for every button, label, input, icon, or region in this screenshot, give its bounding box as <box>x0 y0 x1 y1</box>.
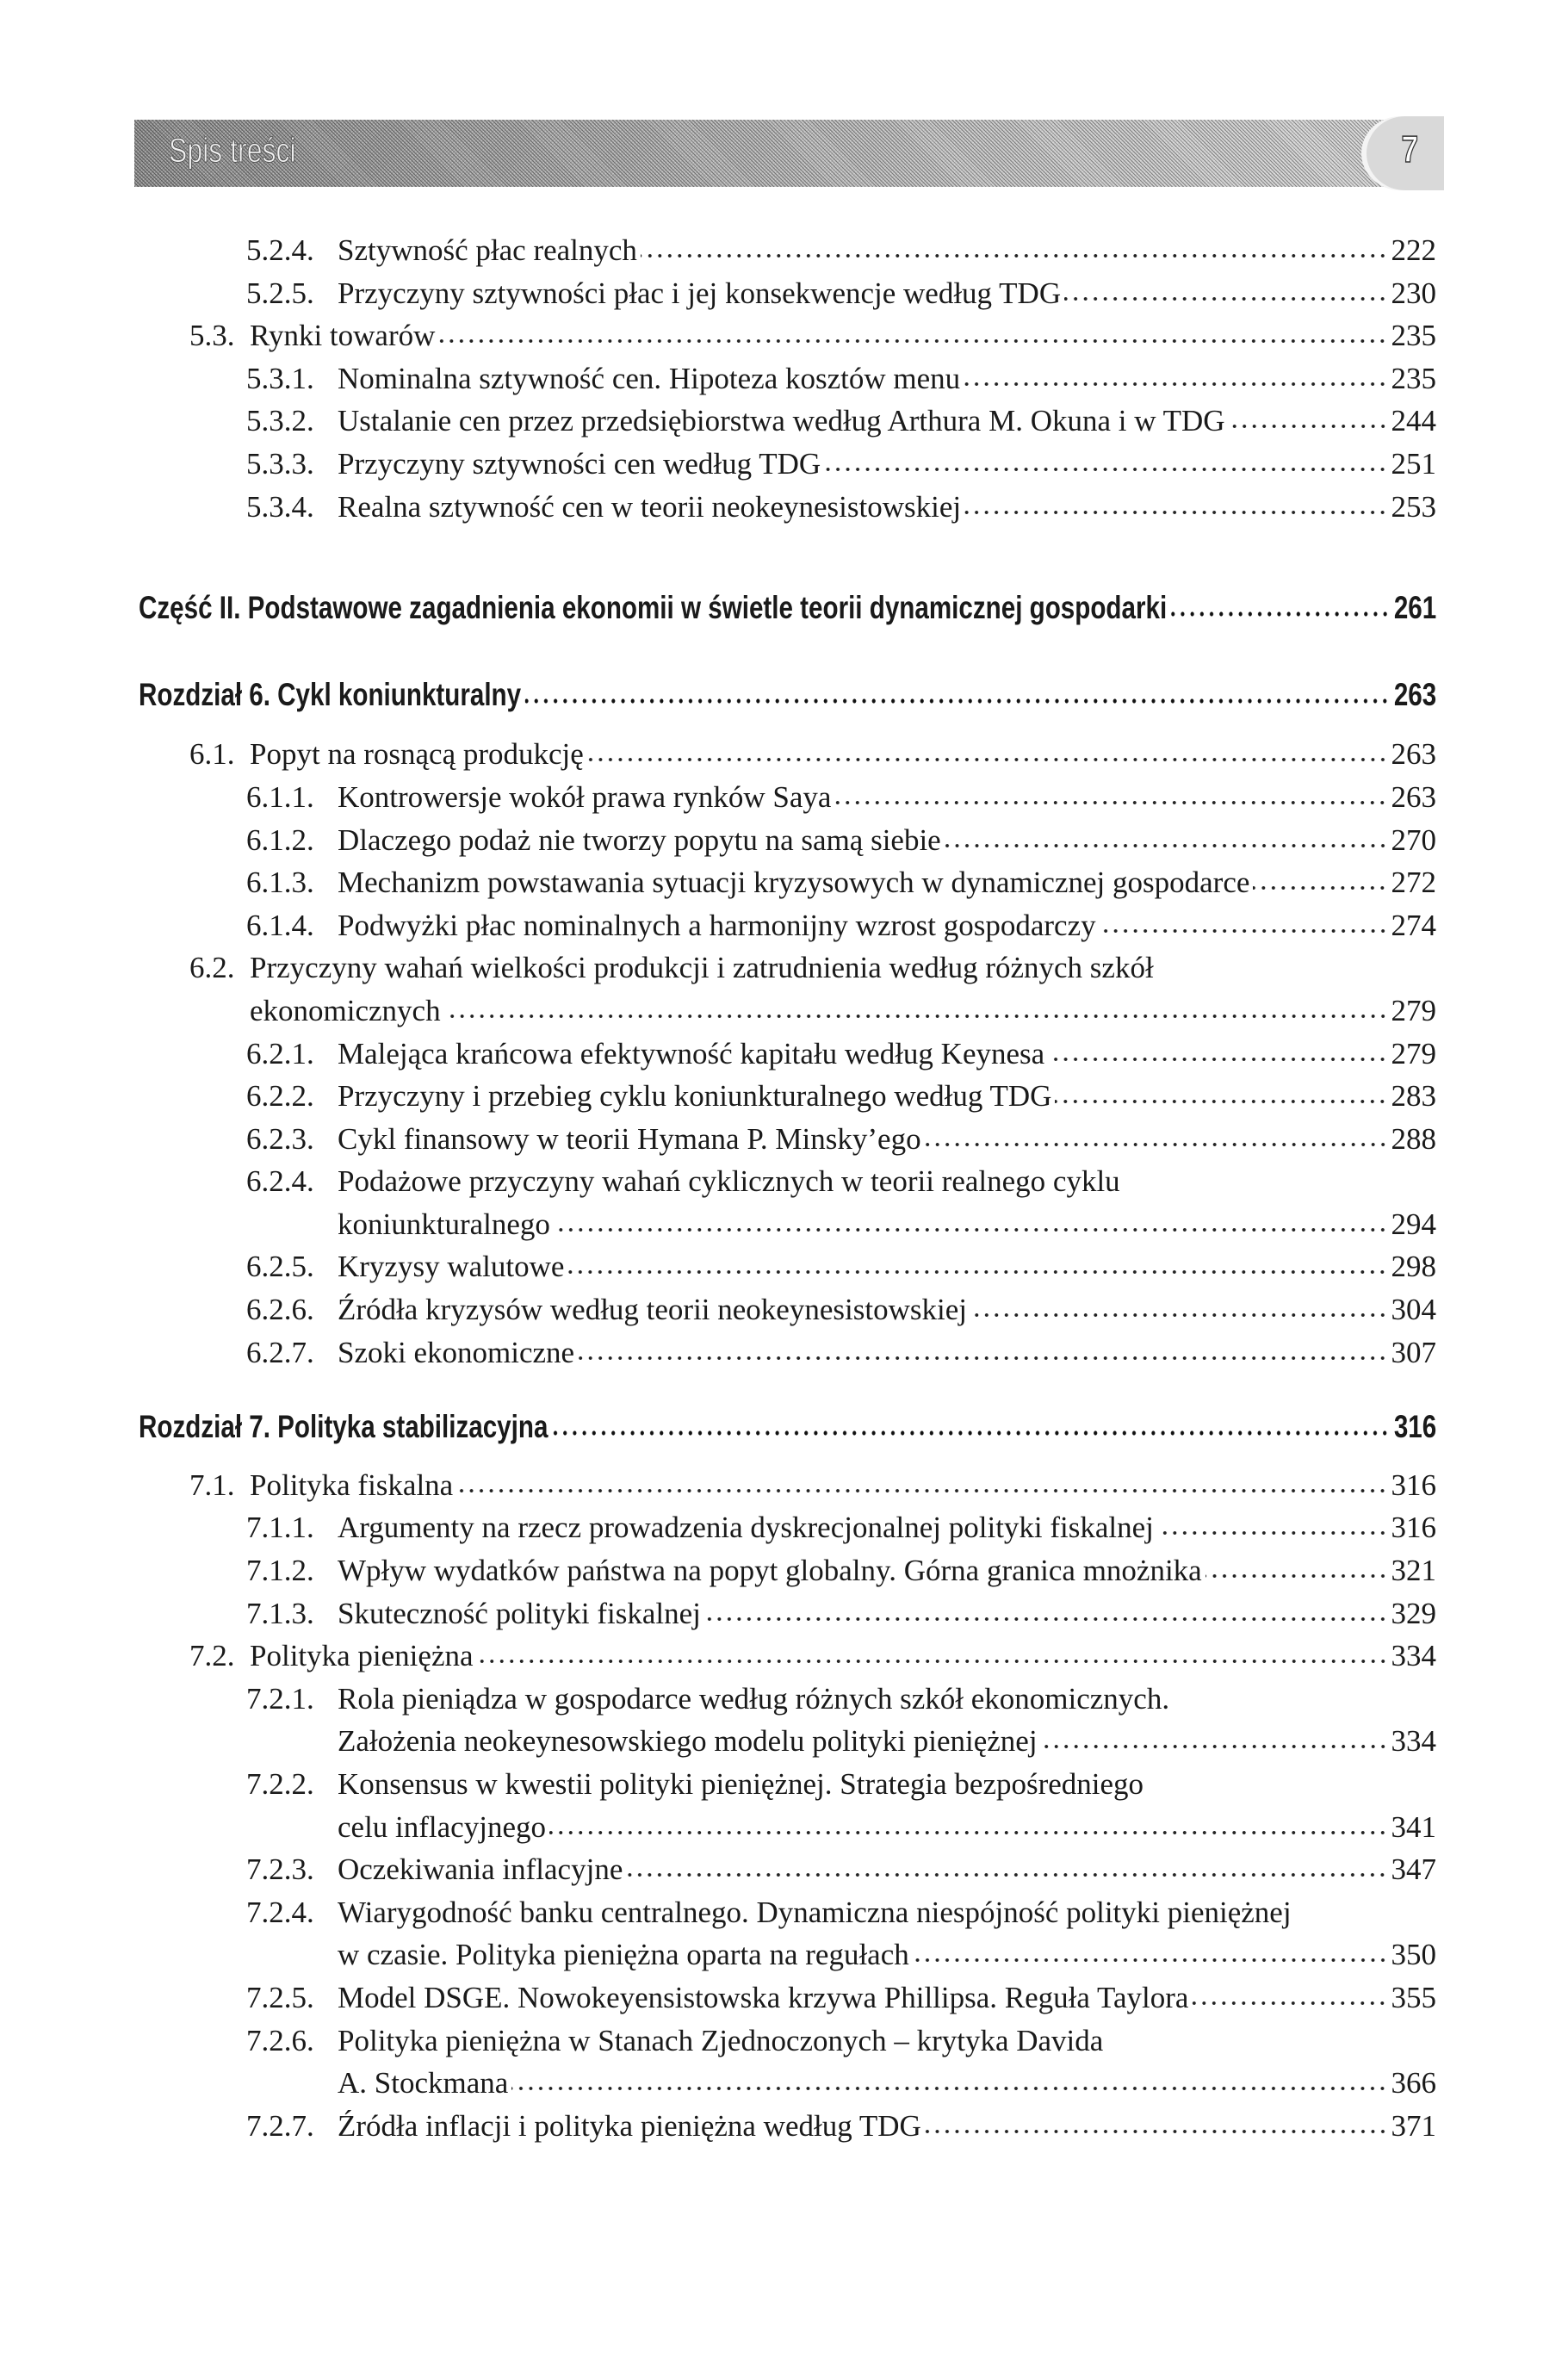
dot-leader <box>552 1429 1390 1437</box>
entry-number: 7.2. <box>189 1639 235 1673</box>
dot-leader <box>1100 927 1388 935</box>
entry-page: 307 <box>1391 1335 1436 1369</box>
toc-entry[interactable] <box>0 1549 1568 1592</box>
entry-number: 5.3. <box>189 319 235 353</box>
entry-number: 6.2.2. <box>246 1079 314 1114</box>
entry-title: Rynki towarów <box>250 319 436 353</box>
dot-leader <box>1229 422 1388 431</box>
entry-number: 5.2.5. <box>246 276 314 310</box>
entry-number: 7.2.6. <box>246 2023 314 2057</box>
entry-page: 253 <box>1391 489 1436 524</box>
entry-line <box>338 2020 1436 2063</box>
entry-title: Ustalanie cen przez przedsiębiorstwa według Arthura M. Okuna i w TDG <box>338 404 1225 438</box>
toc-heading[interactable] <box>0 586 1568 630</box>
entry-page: 366 <box>1391 2066 1436 2100</box>
entry-title: Mechanizm powstawania sytuacji kryzysowych w dynamicznej gospodarce <box>338 866 1250 900</box>
entry-page: 355 <box>1391 1980 1436 2014</box>
entry-page: 272 <box>1391 866 1436 900</box>
heading-title: Rozdział 6. Cykl koniunkturalny <box>139 676 522 712</box>
toc-entry[interactable] <box>0 861 1568 904</box>
entry-title: Malejąca krańcowa efektywność kapitału według Keynesa <box>338 1036 1045 1070</box>
toc-entry[interactable] <box>0 272 1568 315</box>
heading-page: 263 <box>1393 676 1437 712</box>
dot-leader <box>511 2084 1387 2093</box>
toc-entry[interactable] <box>0 2105 1568 2148</box>
toc-entry[interactable] <box>0 1288 1568 1331</box>
entry-page: 288 <box>1391 1121 1436 1156</box>
entry-page: 263 <box>1391 779 1436 814</box>
entry-line <box>250 733 1436 776</box>
entry-line <box>338 1331 1436 1374</box>
dot-leader <box>1041 1742 1388 1751</box>
running-header <box>134 120 1441 187</box>
entry-line <box>338 272 1436 315</box>
entry-line <box>338 1203 1436 1246</box>
page-number-badge <box>1367 116 1444 190</box>
dot-leader <box>1064 295 1387 303</box>
toc-entry[interactable] <box>0 1678 1568 1721</box>
entry-title: Wiarygodność banku centralnego. Dynamiczna niespójność polityki pieniężnej <box>338 1895 1292 1929</box>
page-number: 7 <box>1401 128 1419 171</box>
entry-number: 6.2. <box>189 951 235 985</box>
toc-entry[interactable] <box>0 1891 1568 1934</box>
entry-page: 244 <box>1391 404 1436 438</box>
entry-page: 279 <box>1391 993 1436 1027</box>
toc-entry[interactable] <box>0 1976 1568 2020</box>
entry-number: 6.2.6. <box>246 1293 314 1327</box>
toc-entry[interactable] <box>0 1464 1568 1507</box>
dot-leader <box>1048 1055 1387 1064</box>
entry-line <box>338 400 1436 443</box>
toc-entry-continuation[interactable] <box>0 1720 1568 1763</box>
entry-line <box>338 1933 1436 1976</box>
entry-title: w czasie. Polityka pieniężna oparta na regułach <box>338 1938 909 1972</box>
dot-leader <box>925 2127 1388 2136</box>
entry-number: 7.1. <box>189 1468 235 1502</box>
dot-leader <box>578 1354 1387 1362</box>
toc-entry[interactable] <box>0 1118 1568 1161</box>
entry-page: 304 <box>1391 1293 1436 1327</box>
toc-entry-continuation[interactable] <box>0 1933 1568 1976</box>
entry-line <box>338 1848 1436 1891</box>
entry-number: 5.3.4. <box>246 489 314 524</box>
toc-heading[interactable] <box>0 1405 1568 1449</box>
entry-line <box>338 1118 1436 1161</box>
entry-number: 7.1.1. <box>246 1511 314 1545</box>
entry-title: Skuteczność polityki fiskalnej <box>338 1596 701 1630</box>
entry-page: 235 <box>1391 319 1436 353</box>
entry-number: 5.3.1. <box>246 361 314 395</box>
entry-number: 5.3.3. <box>246 446 314 481</box>
entry-page: 294 <box>1391 1207 1436 1241</box>
entry-line <box>338 1592 1436 1635</box>
toc-entry[interactable] <box>0 229 1568 272</box>
toc-entry[interactable] <box>0 819 1568 862</box>
toc-entry[interactable] <box>0 1245 1568 1288</box>
toc-entry[interactable] <box>0 314 1568 357</box>
entry-title: Dlaczego podaż nie tworzy popytu na samą siebie <box>338 822 941 857</box>
entry-title: Źródła kryzysów według teorii neokeynesistowskiej <box>338 1293 967 1327</box>
dot-leader <box>1253 884 1387 892</box>
entry-page: 334 <box>1391 1724 1436 1759</box>
dot-leader <box>970 1311 1388 1319</box>
entry-title: Polityka pieniężna <box>250 1639 474 1673</box>
entry-number: 5.3.2. <box>246 404 314 438</box>
entry-title: koniunkturalnego <box>338 1207 550 1241</box>
dot-leader <box>1055 1097 1387 1106</box>
entry-title: Założenia neokeynesowskiego modelu polityki pieniężnej <box>338 1724 1038 1759</box>
toc-entry[interactable] <box>0 1592 1568 1635</box>
entry-line <box>338 1891 1436 1934</box>
entry-page: 283 <box>1391 1079 1436 1114</box>
entry-title: Model DSGE. Nowokeyensistowska krzywa Phillipsa. Reguła Taylora <box>338 1980 1189 2014</box>
entry-line <box>338 1549 1436 1592</box>
entry-title: Realna sztywność cen w teorii neokeynesistowskiej <box>338 489 962 524</box>
entry-number: 6.2.1. <box>246 1036 314 1070</box>
heading-page: 261 <box>1393 590 1437 626</box>
entry-title: Przyczyny i przebieg cyklu koniunkturalnego według TDG <box>338 1079 1052 1114</box>
entry-line <box>338 2105 1436 2148</box>
entry-page: 235 <box>1391 361 1436 395</box>
toc-entry[interactable] <box>0 1506 1568 1549</box>
dot-leader <box>964 508 1387 517</box>
toc-entry[interactable] <box>0 1331 1568 1374</box>
entry-title: Popyt na rosnącą produkcję <box>250 737 584 772</box>
entry-title: Przyczyny wahań wielkości produkcji i zatrudnienia według różnych szkół <box>250 951 1154 985</box>
entry-page: 251 <box>1391 446 1436 481</box>
entry-title: Argumenty na rzecz prowadzenia dyskrecjonalnej polityki fiskalnej <box>338 1511 1154 1545</box>
entry-number: 7.2.3. <box>246 1852 314 1887</box>
toc-entry[interactable] <box>0 357 1568 400</box>
dot-leader <box>477 1657 1388 1666</box>
entry-page: 350 <box>1391 1938 1436 1972</box>
heading-title: Rozdział 7. Polityka stabilizacyjna <box>139 1409 548 1445</box>
entry-title: Kryzysy walutowe <box>338 1250 565 1284</box>
heading-title: Część II. Podstawowe zagadnienia ekonomii w świetle teorii dynamicznej gospodarki <box>139 590 1168 626</box>
entry-title: Polityka pieniężna w Stanach Zjednoczonych – krytyka Davida <box>338 2023 1104 2057</box>
toc-entry-continuation[interactable] <box>0 990 1568 1033</box>
entry-title: Podwyżki płac nominalnych a harmonijny wzrost gospodarczy <box>338 908 1096 942</box>
toc-entry[interactable] <box>0 400 1568 443</box>
entry-line <box>338 1678 1436 1721</box>
dot-leader <box>834 798 1387 807</box>
toc-entry-continuation[interactable] <box>0 2062 1568 2105</box>
entry-number: 6.2.4. <box>246 1164 314 1199</box>
entry-number: 6.2.7. <box>246 1335 314 1369</box>
entry-number: 7.2.7. <box>246 2108 314 2143</box>
toc-entry-continuation[interactable] <box>0 1806 1568 1849</box>
entry-title: Oczekiwania inflacyjne <box>338 1852 623 1887</box>
section-title: Spis treści <box>169 132 296 170</box>
entry-line <box>338 1288 1436 1331</box>
entry-title: Przyczyny sztywności płac i jej konsekwencje według TDG <box>338 276 1062 310</box>
entry-title: Nominalna sztywność cen. Hipoteza kosztów menu <box>338 361 961 395</box>
entry-title: Przyczyny sztywności cen według TDG <box>338 446 821 481</box>
toc-entry[interactable] <box>0 1763 1568 1806</box>
entry-page: 341 <box>1391 1809 1436 1844</box>
toc-entry[interactable] <box>0 2020 1568 2063</box>
toc-entry[interactable] <box>0 1848 1568 1891</box>
entry-title: Rola pieniądza w gospodarce według różnych szkół ekonomicznych. <box>338 1681 1170 1716</box>
entry-line <box>338 861 1436 904</box>
entry-line <box>250 1635 1436 1678</box>
entry-number: 6.1.1. <box>246 779 314 814</box>
entry-page: 321 <box>1391 1554 1436 1588</box>
entry-title: Kontrowersje wokół prawa rynków Saya <box>338 779 832 814</box>
entry-page: 371 <box>1391 2108 1436 2143</box>
entry-number: 6.2.3. <box>246 1121 314 1156</box>
dot-leader <box>641 251 1388 260</box>
entry-title: Cykl finansowy w teorii Hymana P. Minsky’ego <box>338 1121 921 1156</box>
dot-leader <box>945 841 1388 850</box>
entry-line <box>338 1033 1436 1076</box>
entry-title: Wpływ wydatków państwa na popyt globalny. Górna granica mnożnika <box>338 1554 1202 1588</box>
entry-page: 316 <box>1391 1468 1436 1502</box>
entry-page: 316 <box>1391 1511 1436 1545</box>
entry-line <box>338 486 1436 529</box>
dot-leader <box>549 1828 1388 1837</box>
entry-title: Polityka fiskalna <box>250 1468 454 1502</box>
entry-line <box>250 946 1436 990</box>
entry-title: A. Stockmana <box>338 2066 509 2100</box>
entry-number: 6.1.3. <box>246 866 314 900</box>
dot-leader <box>824 465 1387 474</box>
toc-entry[interactable] <box>0 1635 1568 1678</box>
dot-leader <box>1192 1999 1387 2007</box>
heading-line <box>139 1405 1436 1449</box>
dot-leader <box>913 1956 1388 1964</box>
entry-line <box>250 1464 1436 1507</box>
dot-leader <box>567 1268 1387 1276</box>
entry-line <box>338 443 1436 486</box>
dot-leader <box>444 1012 1388 1021</box>
dot-leader <box>587 755 1388 764</box>
entry-title: Sztywność płac realnych <box>338 233 637 267</box>
entry-page: 274 <box>1391 908 1436 942</box>
entry-line <box>338 1160 1436 1203</box>
entry-number: 7.2.5. <box>246 1980 314 2014</box>
entry-number: 6.1. <box>189 737 235 772</box>
entry-line <box>250 314 1436 357</box>
entry-title: Źródła inflacji i polityka pieniężna według TDG <box>338 2108 921 2143</box>
entry-number: 6.1.2. <box>246 822 314 857</box>
toc-entry[interactable] <box>0 904 1568 947</box>
toc-entry[interactable] <box>0 776 1568 819</box>
entry-page: 263 <box>1391 737 1436 772</box>
entry-number: 6.2.5. <box>246 1250 314 1284</box>
entry-line <box>338 1245 1436 1288</box>
dot-leader <box>704 1615 1388 1623</box>
entry-page: 298 <box>1391 1250 1436 1284</box>
heading-line <box>139 586 1436 630</box>
entry-line <box>338 819 1436 862</box>
entry-page: 334 <box>1391 1639 1436 1673</box>
entry-number: 7.2.4. <box>246 1895 314 1929</box>
dot-leader <box>525 697 1390 705</box>
toc-entry[interactable] <box>0 1160 1568 1203</box>
toc-entry-continuation[interactable] <box>0 1203 1568 1246</box>
entry-page: 270 <box>1391 822 1436 857</box>
entry-number: 6.1.4. <box>246 908 314 942</box>
dot-leader <box>1157 1529 1388 1537</box>
toc-entry[interactable] <box>0 946 1568 990</box>
entry-line <box>338 229 1436 272</box>
entry-number: 5.2.4. <box>246 233 314 267</box>
dot-leader <box>438 337 1387 345</box>
table-of-contents <box>0 229 1568 2147</box>
entry-number: 7.2.1. <box>246 1681 314 1716</box>
entry-line <box>338 1506 1436 1549</box>
entry-number: 7.1.2. <box>246 1554 314 1588</box>
entry-title: ekonomicznych <box>250 993 441 1027</box>
dot-leader <box>925 1140 1388 1149</box>
entry-title: Konsensus w kwestii polityki pieniężnej. Strategia bezpośredniego <box>338 1767 1144 1801</box>
entry-number: 7.2.2. <box>246 1767 314 1801</box>
toc-entry[interactable] <box>0 1075 1568 1118</box>
entry-line <box>338 1806 1436 1849</box>
dot-leader <box>1205 1572 1388 1580</box>
entry-line <box>338 1976 1436 2020</box>
dot-leader <box>964 380 1387 388</box>
entry-page: 222 <box>1391 233 1436 267</box>
entry-line <box>250 990 1436 1033</box>
toc-entry[interactable] <box>0 1033 1568 1076</box>
entry-title: Szoki ekonomiczne <box>338 1335 575 1369</box>
entry-line <box>338 1763 1436 1806</box>
entry-page: 329 <box>1391 1596 1436 1630</box>
heading-page: 316 <box>1393 1409 1437 1445</box>
entry-title: Podażowe przyczyny wahań cyklicznych w teorii realnego cyklu <box>338 1164 1120 1199</box>
dot-leader <box>626 1871 1387 1879</box>
entry-line <box>338 904 1436 947</box>
entry-page: 347 <box>1391 1852 1436 1887</box>
entry-line <box>338 1075 1436 1118</box>
heading-line <box>139 673 1436 717</box>
dot-leader <box>1171 610 1390 618</box>
entry-title: celu inflacyjnego <box>338 1809 546 1844</box>
entry-line <box>338 357 1436 400</box>
entry-page: 279 <box>1391 1036 1436 1070</box>
toc-entry[interactable] <box>0 486 1568 529</box>
dot-leader <box>456 1486 1387 1495</box>
dot-leader <box>554 1226 1388 1234</box>
entry-line <box>338 1720 1436 1763</box>
toc-heading[interactable] <box>0 673 1568 717</box>
entry-line <box>338 2062 1436 2105</box>
toc-entry[interactable] <box>0 733 1568 776</box>
toc-entry[interactable] <box>0 443 1568 486</box>
entry-page: 230 <box>1391 276 1436 310</box>
entry-number: 7.1.3. <box>246 1596 314 1630</box>
entry-line <box>338 776 1436 819</box>
